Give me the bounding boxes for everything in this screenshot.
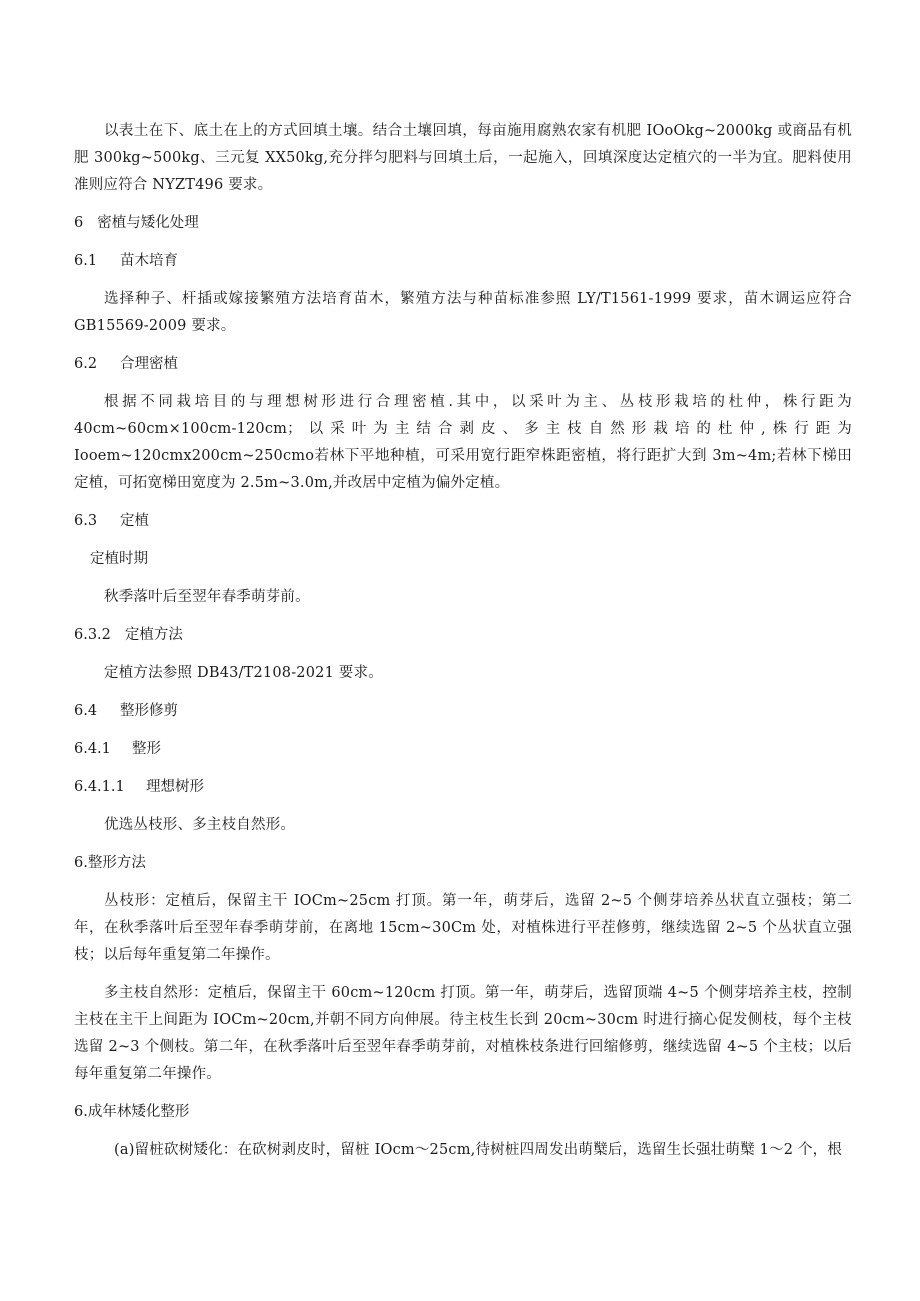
- para-stump-dwarfing: (a)留桩砍树矮化：在砍树剥皮时，留桩 IOcm～25cm,待树桩四周发出萌櫱后，选留生长强壮萌櫱 1～2 个，根: [114, 1142, 843, 1158]
- section-title: 整形: [132, 741, 161, 757]
- section-title: 理想树形: [146, 779, 204, 795]
- para-planting-method: 定植方法参照 DB43/T2108-2021 要求。: [104, 665, 383, 681]
- section-title: 定植方法: [124, 627, 183, 643]
- section-title: 整形修剪: [120, 703, 178, 719]
- section-title: 成年林矮化整形: [87, 1104, 190, 1120]
- heading-6-4-1: [74, 736, 852, 763]
- para-ideal-shape: 优选丛枝形、多主枝自然形。: [104, 817, 296, 833]
- section-number: 6.4: [74, 703, 98, 719]
- subheading-planting-period: 定植时期: [90, 551, 148, 567]
- section-title: 合理密植: [120, 356, 178, 372]
- heading-6: [74, 210, 852, 237]
- heading-mature-forest: [74, 1099, 852, 1126]
- section-title: 整形方法: [87, 855, 146, 871]
- section-number: 6.4.1.1: [74, 779, 125, 795]
- section-number: 6: [74, 215, 84, 231]
- section-title: 密植与矮化处理: [97, 215, 199, 231]
- section-number: 6.: [74, 855, 88, 871]
- section-number: 6.4.1: [74, 741, 111, 757]
- section-number: 6.3.2: [74, 627, 111, 643]
- para-cluster-shape: 丛枝形：定植后，保留主干 IOCm~25cm 打顶。第一年，萌芽后，选留 2~5 个侧芽培养丛状直立强枝；第二年，在秋季落叶后至翌年春季萌芽前，在离地 15cm~30Cm 处，对植株进行平茬修剪，继续选留 2~5 个丛状直立强枝；以后每年重复第二年操作。: [74, 893, 852, 963]
- para-backfill: 以表土在下、底土在上的方式回填土壤。结合土壤回填，每亩施用腐熟农家有机肥 IOoOkg~2000kg 或商品有机肥 300kg~500kg、三元复 XX50kg,充分拌匀肥料与回填土后，一起施入，回填深度达定植穴的一半为宜。肥料使用准则应符合 NYZT496 要求。: [74, 123, 852, 193]
- section-number: 6.: [74, 1104, 88, 1120]
- section-number: 6.3: [74, 513, 98, 529]
- heading-6-3: [74, 508, 852, 535]
- heading-6-1: [74, 248, 852, 275]
- section-title: 苗木培育: [120, 253, 178, 269]
- para-multi-branch-shape: 多主枝自然形：定植后，保留主干 60cm~120cm 打顶。第一年，萌芽后，选留顶端 4~5 个侧芽培养主枝，控制主枝在主干上间距为 IOCm~20cm,并朝不同方向伸展。待主枝生长到 20cm~30cm 时进行摘心促发侧枝，每个主枝选留 2~3 个侧枝。第二年，在秋季落叶后至翌年春季萌芽前，对植株枝条进行回缩修剪，继续选留 4~5 个主枝；以后每年重复第二年操作。: [74, 985, 852, 1082]
- heading-6-4-1-1: [74, 774, 852, 801]
- section-number: 6.2: [74, 356, 98, 372]
- section-title: 定植: [120, 513, 149, 529]
- para-planting-period: 秋季落叶后至翌年春季萌芽前。: [104, 589, 310, 605]
- heading-6-2: [74, 351, 852, 378]
- heading-6-3-2: [74, 622, 852, 649]
- para-seedling: 选择种子、杆插或嫁接繁殖方法培育苗木，繁殖方法与种苗标准参照 LY/T1561-1999 要求，苗木调运应符合 GB15569-2009 要求。: [74, 291, 852, 334]
- para-dense-planting: 根据不同栽培目的与理想树形进行合理密植.其中，以采叶为主、丛枝形栽培的杜仲，株行距为 40cm~60cm×100cm-120cm；以采叶为主结合剥皮、多主枝自然形栽培的杜仲,株行距为 Iooem~120cmx200cm~250cmo若林下平地种植，可采用宽行距窄株距密植，将行距扩大到 3m~4m;若林下梯田定植，可拓宽梯田宽度为 2.5m~3.0m,并改居中定植为偏外定植。: [74, 394, 852, 491]
- section-number: 6.1: [74, 253, 98, 269]
- heading-6-4: [74, 698, 852, 725]
- heading-shaping-method: [74, 850, 852, 877]
